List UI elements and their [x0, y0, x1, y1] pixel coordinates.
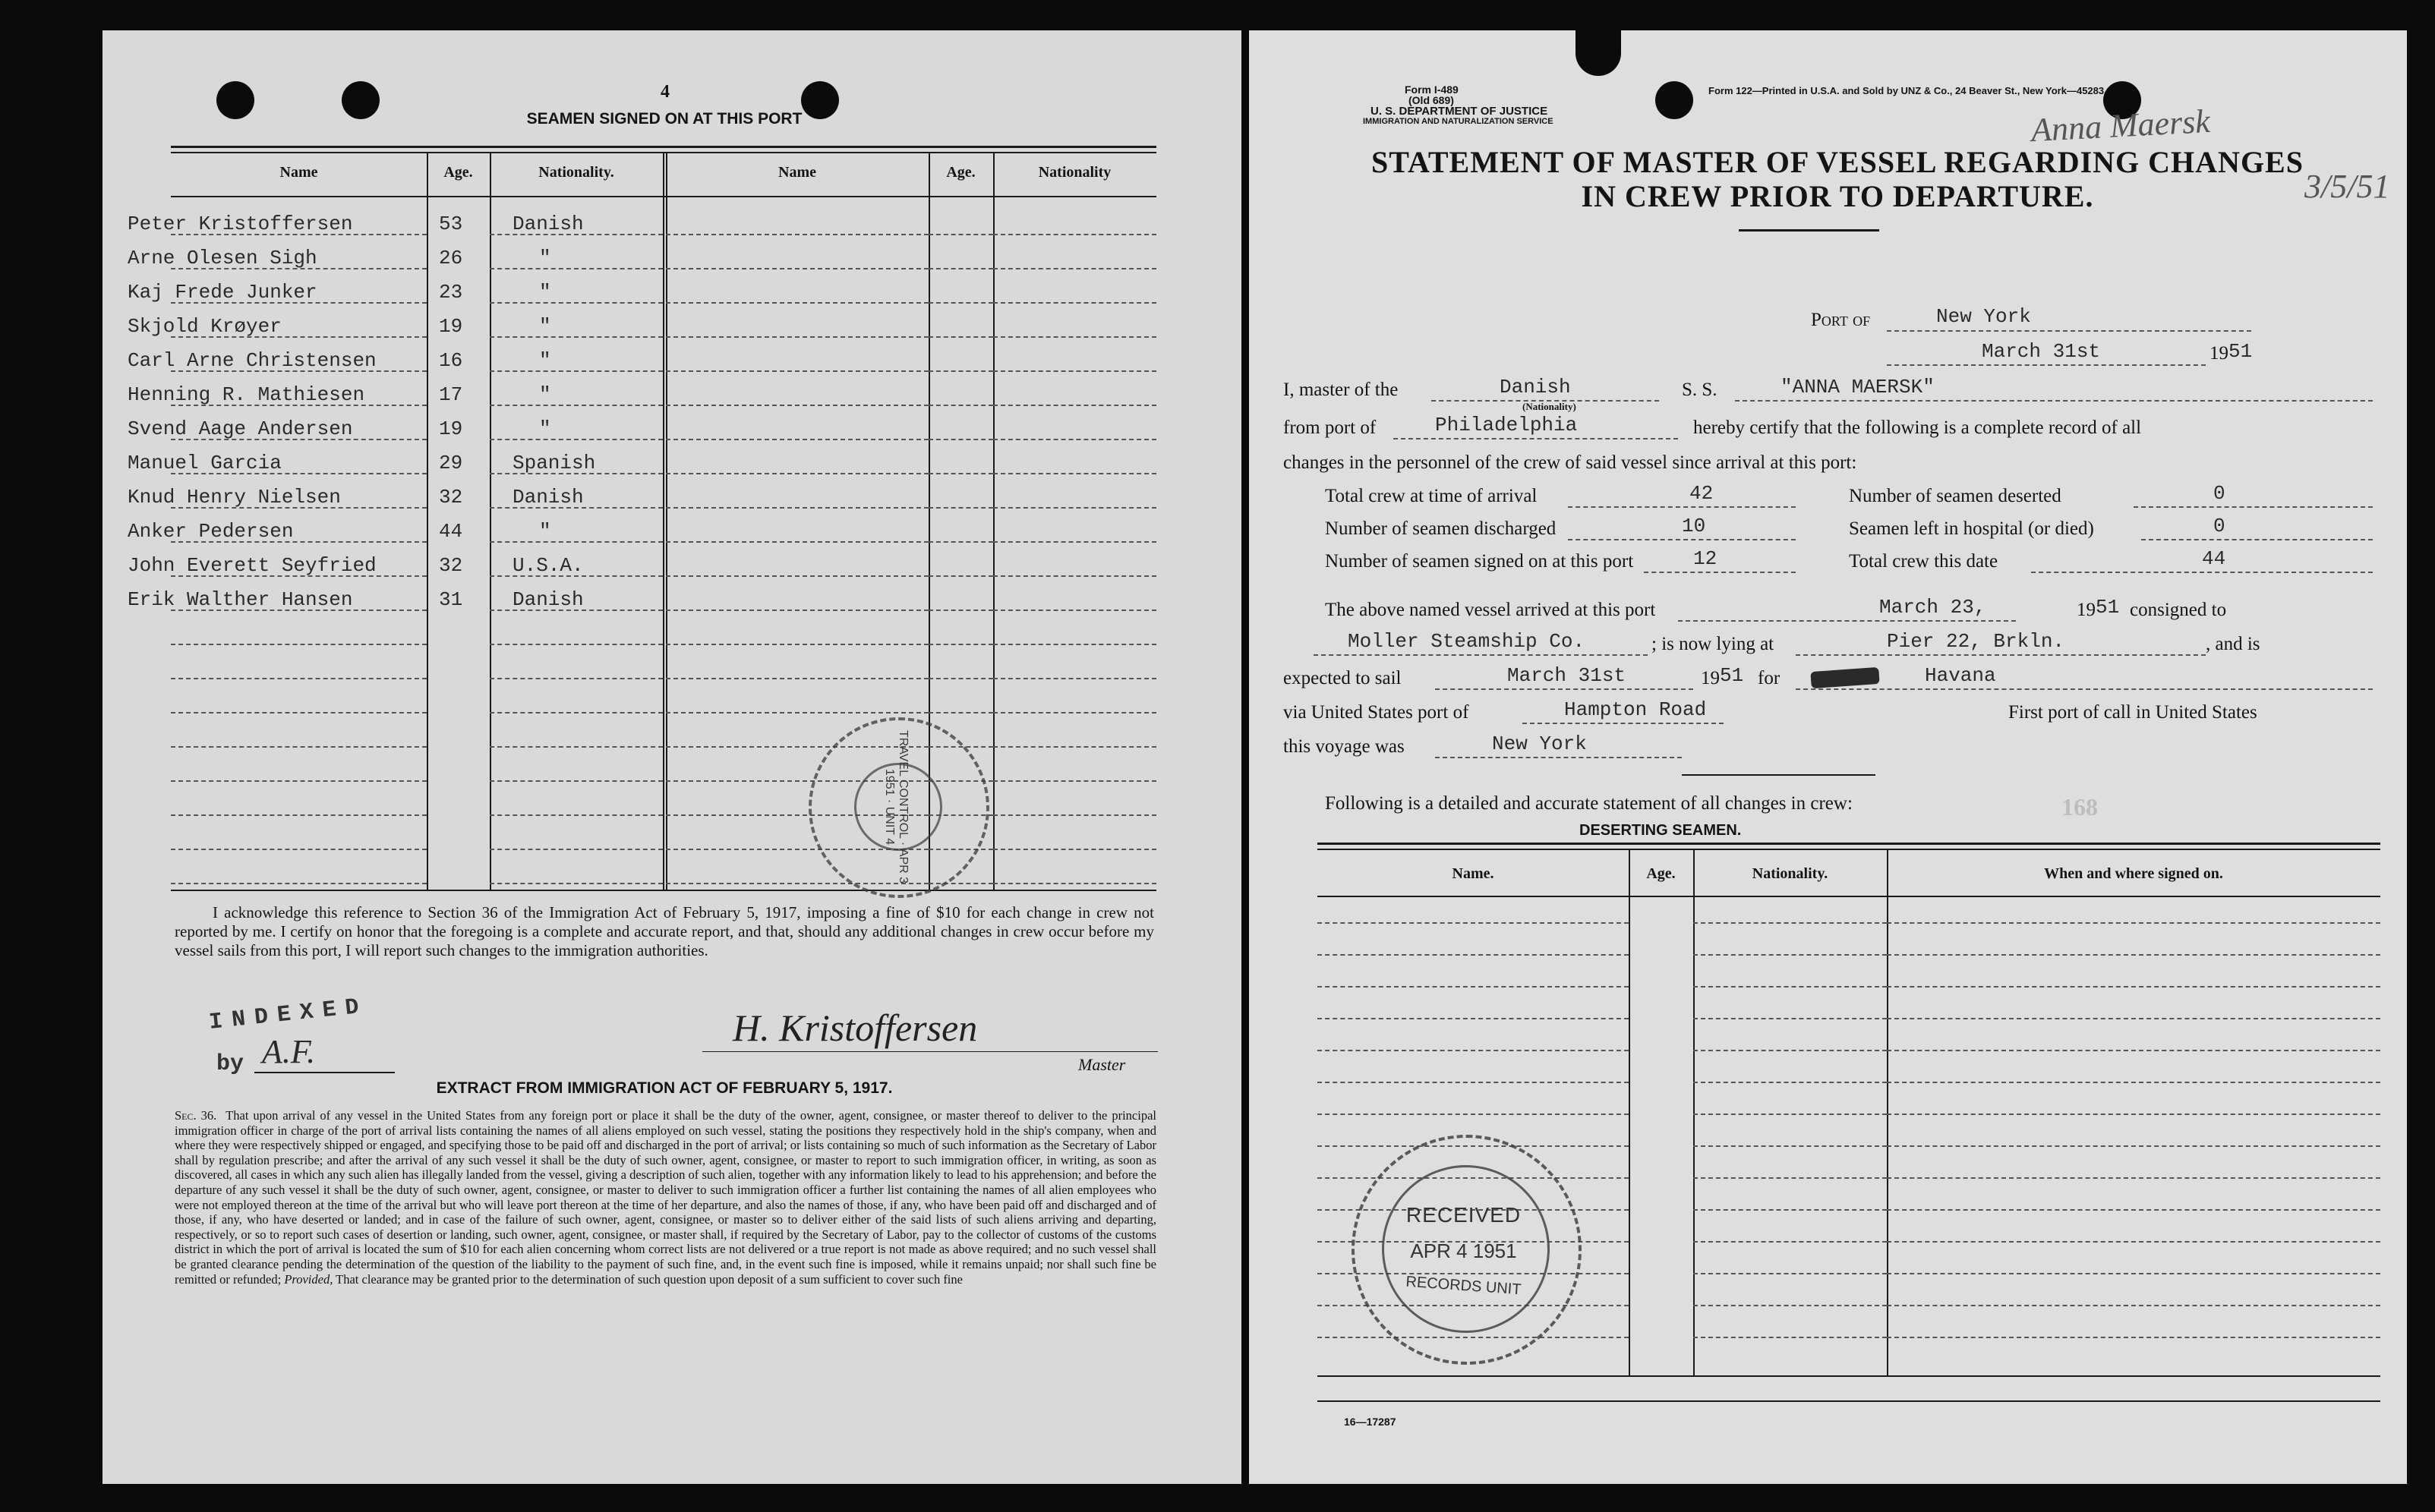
seaman-name: Henning R. Mathiesen [128, 383, 365, 406]
seaman-name: Erik Walther Hansen [128, 588, 353, 611]
punch-hole [216, 81, 254, 119]
table-row-line [490, 780, 663, 782]
seaman-age: 32 [439, 486, 463, 509]
table-row-line [666, 234, 929, 235]
table-row-line [1317, 954, 1629, 956]
service-name: IMMIGRATION AND NATURALIZATION SERVICE [1363, 117, 1553, 126]
arrived-label: The above named vessel arrived at this port [1325, 600, 1656, 620]
table-row-line [1693, 986, 1887, 988]
table-row-line [929, 405, 993, 406]
page-number: 4 [661, 82, 670, 102]
seaman-nationality: Danish [513, 213, 584, 235]
certify-text: hereby certify that the following is a complete record of all [1693, 417, 2142, 438]
header-nationality-2: Nationality [1038, 164, 1112, 181]
table-row-line [993, 541, 1156, 543]
extract-provided: Provided, [284, 1271, 333, 1287]
seaman-age: 31 [439, 588, 463, 611]
seaman-age: 29 [439, 452, 463, 474]
deserting-header-signed-on: When and where signed on. [2044, 865, 2223, 882]
seaman-nationality: " [539, 520, 551, 543]
table-row-line [490, 678, 663, 679]
handwritten-ship-note: Anna Maersk [2030, 102, 2211, 150]
from-port-label: from port of [1283, 417, 1377, 438]
seaman-age: 17 [439, 383, 463, 406]
seaman-age: 26 [439, 247, 463, 269]
signed-on-value: 12 [1693, 547, 1717, 570]
table-row-line [929, 234, 993, 235]
seaman-nationality: " [539, 417, 551, 440]
table-row-line [929, 336, 993, 338]
seaman-age: 44 [439, 520, 463, 543]
torn-edge [1575, 30, 1621, 76]
table-row-line [929, 370, 993, 372]
table-row-line [666, 575, 929, 577]
table-row-line [1693, 1241, 1887, 1243]
table-row-line [1317, 986, 1629, 988]
table-row-line [666, 541, 929, 543]
table-row-line [993, 610, 1156, 611]
table-row-line [1693, 1305, 1887, 1306]
nationality-caption: (Nationality) [1522, 401, 1576, 412]
table-row-line [993, 644, 1156, 645]
form-old-number: (Old 689) [1408, 94, 1454, 106]
acknowledgment-text: I acknowledge this reference to Section 36 of the Immigration Act of February 5, 1917, imposing a fine of $10 for each change in crew not reported by me. I certify on honor that the foregoing is a complete and accurate report, and that, should any additional changes in crew occur before my vessel sails from this port, I will report such changes to the immigration authorities. [175, 903, 1154, 959]
table-row-line [1887, 1018, 2380, 1019]
table-row-line [1693, 1082, 1887, 1083]
table-row-line [929, 678, 993, 679]
seaman-nationality: " [539, 247, 551, 269]
seaman-age: 53 [439, 213, 463, 235]
total-arrival-label: Total crew at time of arrival [1325, 486, 1538, 506]
faint-number: 168 [2061, 793, 2098, 821]
table-row-line [993, 814, 1156, 816]
table-row-line [666, 644, 929, 645]
table-row-line [666, 473, 929, 474]
table-row-line [1317, 1050, 1629, 1051]
indexed-by-label: by [216, 1051, 244, 1077]
extract-section: Sec. 36. [175, 1108, 217, 1123]
port-label: Port of [1811, 310, 1871, 330]
nationality-value: Danish [1500, 376, 1571, 398]
ss-label: S. S. [1682, 380, 1717, 400]
table-row-line [1887, 1114, 2380, 1115]
seaman-name: Peter Kristoffersen [128, 213, 353, 235]
table-row-line [993, 405, 1156, 406]
form-number: Form I-489 [1405, 83, 1459, 96]
master-label: Master [1078, 1055, 1126, 1074]
table-row-line [929, 575, 993, 577]
seaman-nationality: U.S.A. [513, 554, 584, 577]
table-row-line [993, 849, 1156, 850]
section-title: SEAMEN SIGNED ON AT THIS PORT [526, 110, 803, 128]
via-value: Hampton Road [1564, 698, 1707, 721]
extract-title: EXTRACT FROM IMMIGRATION ACT OF FEBRUARY 5, 1917. [436, 1079, 893, 1097]
header-nationality: Nationality. [538, 164, 614, 181]
table-row-line [171, 746, 427, 748]
punch-hole [1655, 81, 1693, 119]
total-date-label: Total crew this date [1849, 551, 1998, 572]
table-row-line [1317, 1082, 1629, 1083]
table-row-line [666, 439, 929, 440]
table-row-line [171, 883, 427, 884]
extract-text: That upon arrival of any vessel in the United States from any foreign port or place it shall be the duty of the owner, agent, consignee, or master thereof to deliver to the principal immigration officer in charge of the port of arrival lists containing the names of all aliens employed on such vessel, stating the positions they respectively hold in the ship's company, when and where they were respectively shipped or engaged, and specifying those to be paid off and discharged in the port of arrival; or lists containing so much of such information as the Secretary of Labor shall by regulation prescribe; and after the arrival of any such vessel it shall be the duty of such owner, agent, consignee, or master to report to such immigration officer, in writing, as soon as discovered, all cases in which any such alien has illegally landed from the vessel, giving a description of such alien, together with any information likely to lead to his apprehension; and before the departure of any such vessel it shall be the duty of such owner, agent, consignee, or master to deliver to such immigration officer a further list containing the names of all alien employees who were not employed thereon at the time of the arrival but who will leave port thereon at the time of her departure, and also the names of those, if any, who have been paid off and discharged and of those, if any, who have deserted or landed; and in case of the failure of such owner, agent, consignee, or master so to deliver either of the said lists of such aliens arriving and departing, respectively, or so to report such cases of desertion or landing, such owner, agent, consignee, or master shall, if required by the Secretary of Labor, pay to the collector of customs of the customs district in which the port of arrival is located the sum of $10 for each alien concerning whom correct lists are not delivered or a true report is not made as above required; and no such vessel shall be granted clearance pending the determination of the question of the liability to the payment of such fine, and, in the event such fine is imposed, while it remains unpaid; nor shall such fine be remitted or refunded; [175, 1108, 1156, 1287]
seaman-nationality: Danish [513, 486, 584, 509]
deserted-value: 0 [2213, 482, 2225, 505]
seaman-name: Skjold Krøyer [128, 315, 282, 338]
table-row-line [666, 268, 929, 269]
date-year-prefix: 19 [2209, 343, 2228, 364]
deserting-header-nationality: Nationality. [1752, 865, 1828, 882]
table-row-line [929, 473, 993, 474]
lying-label: ; is now lying at [1651, 634, 1774, 654]
table-row-line [1693, 1018, 1887, 1019]
table-row-line [490, 370, 663, 372]
table-row-line [490, 336, 663, 338]
seaman-nationality: Danish [513, 588, 584, 611]
header-age-2: Age. [946, 164, 976, 181]
table-row-line [171, 678, 427, 679]
travel-control-stamp-text: TRAVEL CONTROL · APR 3 1951 · UNIT 4 [883, 729, 910, 884]
table-row-line [490, 439, 663, 440]
table-row-line [1317, 922, 1629, 924]
table-row-line [1887, 922, 2380, 924]
table-row-line [1887, 954, 2380, 956]
received-stamp-title: RECEIVED [1405, 1203, 1522, 1227]
table-row-line [171, 849, 427, 850]
seaman-age: 19 [439, 417, 463, 440]
table-row-line [171, 814, 427, 816]
deserted-label: Number of seamen deserted [1849, 486, 2061, 506]
table-row-line [666, 610, 929, 611]
form-title-line2: IN CREW PRIOR TO DEPARTURE. [1581, 179, 2094, 213]
changes-text: changes in the personnel of the crew of said vessel since arrival at this port: [1283, 452, 1857, 473]
arrived-value: March 23, [1879, 596, 1986, 619]
expected-sail-value: March 31st [1507, 664, 1626, 687]
consigned-label: consigned to [2130, 600, 2227, 620]
left-page [103, 30, 1241, 1484]
master-signature: H. Kristoffersen [733, 1006, 978, 1049]
table-row-line [666, 712, 929, 713]
table-row-line [666, 302, 929, 304]
table-row-line [993, 370, 1156, 372]
table-row-line [1693, 1337, 1887, 1338]
for-label: for [1758, 668, 1781, 688]
table-row-line [1887, 1082, 2380, 1083]
table-row-line [666, 678, 929, 679]
deserting-header-name: Name. [1452, 865, 1494, 882]
table-row-line [490, 712, 663, 713]
table-row-line [490, 883, 663, 884]
date-value: March 31st [1982, 340, 2101, 363]
seaman-name: John Everett Seyfried [128, 554, 377, 577]
table-row-line [490, 268, 663, 269]
table-row-line [1317, 1114, 1629, 1115]
total-date-value: 44 [2202, 547, 2226, 570]
received-stamp-date: APR 4 1951 [1410, 1240, 1517, 1262]
table-row-line [1693, 1050, 1887, 1051]
table-row-line [993, 746, 1156, 748]
table-row-line [1693, 1273, 1887, 1274]
table-row-line [929, 610, 993, 611]
seaman-name: Knud Henry Nielsen [128, 486, 341, 509]
table-row-line [1693, 1145, 1887, 1147]
port-value: New York [1936, 305, 2031, 328]
hospital-value: 0 [2213, 515, 2225, 537]
table-row-line [1887, 1209, 2380, 1211]
consignee-value: Moller Steamship Co. [1348, 630, 1585, 653]
indexed-stamp: INDEXED [207, 994, 370, 1036]
deserting-seamen-title: DESERTING SEAMEN. [1579, 822, 1742, 839]
table-row-line [1693, 954, 1887, 956]
table-row-line [490, 849, 663, 850]
header-name-2: Name [778, 164, 816, 181]
following-text: Following is a detailed and accurate statement of all changes in crew: [1325, 793, 1853, 814]
table-row-line [1693, 1114, 1887, 1115]
and-is-label: , and is [2206, 634, 2260, 654]
from-port-value: Philadelphia [1435, 414, 1578, 436]
expected-year-prefix: 19 [1701, 668, 1720, 688]
ship-name-value: "ANNA MAERSK" [1781, 376, 1935, 398]
table-row-line [490, 814, 663, 816]
table-row-line [666, 405, 929, 406]
table-row-line [993, 780, 1156, 782]
destination-value: Havana [1925, 664, 1996, 687]
table-row-line [1693, 1177, 1887, 1179]
table-row-line [993, 302, 1156, 304]
deserting-header-age: Age. [1646, 865, 1676, 882]
table-row-line [929, 439, 993, 440]
table-row-line [1887, 1050, 2380, 1051]
table-row-line [1887, 1337, 2380, 1338]
table-row-line [1887, 1241, 2380, 1243]
table-row-line [171, 644, 427, 645]
table-row-line [993, 712, 1156, 713]
table-row-line [171, 780, 427, 782]
discharged-label: Number of seamen discharged [1325, 518, 1557, 539]
table-row-line [929, 712, 993, 713]
expected-year: 51 [1720, 664, 1744, 687]
table-row-line [490, 644, 663, 645]
voyage-label: this voyage was [1283, 736, 1405, 757]
header-age: Age. [443, 164, 473, 181]
received-stamp-unit: RECORDS UNIT [1405, 1273, 1522, 1299]
seaman-nationality: " [539, 281, 551, 304]
form-title-line1: STATEMENT OF MASTER OF VESSEL REGARDING CHANGES [1371, 145, 2304, 179]
table-row-line [1887, 1305, 2380, 1306]
seaman-nationality: " [539, 383, 551, 406]
table-row-line [993, 507, 1156, 509]
arrived-year: 51 [2096, 596, 2120, 619]
handwritten-date: 3/5/51 [2304, 168, 2390, 205]
hospital-label: Seamen left in hospital (or died) [1849, 518, 2094, 539]
table-row-line [993, 678, 1156, 679]
table-row-line [1887, 1145, 2380, 1147]
seaman-age: 16 [439, 349, 463, 372]
table-row-line [171, 712, 427, 713]
seaman-nationality: " [539, 315, 551, 338]
right-page [1249, 30, 2407, 1484]
footer-code: 16—17287 [1344, 1416, 1396, 1428]
seaman-name: Carl Arne Christensen [128, 349, 377, 372]
table-row-line [993, 883, 1156, 884]
redaction-mark [1810, 667, 1879, 688]
seaman-age: 23 [439, 281, 463, 304]
date-year: 51 [2228, 340, 2253, 363]
printer-note: Form 122—Printed in U.S.A. and Sold by UNZ & Co., 24 Beaver St., New York—45283 [1708, 85, 2105, 96]
table-row-line [929, 268, 993, 269]
seaman-nationality: Spanish [513, 452, 596, 474]
department-name: U. S. DEPARTMENT OF JUSTICE [1370, 105, 1548, 118]
seaman-name: Svend Aage Andersen [128, 417, 353, 440]
table-row-line [993, 234, 1156, 235]
seaman-name: Manuel Garcia [128, 452, 282, 474]
table-row-line [929, 541, 993, 543]
table-row-line [490, 746, 663, 748]
seaman-name: Arne Olesen Sigh [128, 247, 317, 269]
master-of-label: I, master of the [1283, 380, 1399, 400]
voyage-value: New York [1492, 732, 1587, 755]
table-row-line [993, 336, 1156, 338]
table-row-line [993, 439, 1156, 440]
header-name: Name [279, 164, 318, 181]
indexed-initials: A.F. [262, 1033, 316, 1070]
table-row-line [1693, 922, 1887, 924]
table-row-line [1317, 1018, 1629, 1019]
lying-value: Pier 22, Brkln. [1887, 630, 2065, 653]
table-row-line [1887, 1273, 2380, 1274]
signed-on-label: Number of seamen signed on at this port [1325, 551, 1634, 572]
table-row-line [666, 336, 929, 338]
extract-body [175, 1108, 1156, 1287]
table-row-line [666, 507, 929, 509]
table-row-line [993, 473, 1156, 474]
table-row-line [1887, 986, 2380, 988]
discharged-value: 10 [1682, 515, 1706, 537]
table-row-line [993, 268, 1156, 269]
table-row-line [929, 507, 993, 509]
seaman-age: 19 [439, 315, 463, 338]
table-row-line [929, 644, 993, 645]
seaman-nationality: " [539, 349, 551, 372]
via-label: via United States port of [1283, 702, 1469, 723]
table-row-line [1887, 1177, 2380, 1179]
seaman-name: Kaj Frede Junker [128, 281, 317, 304]
punch-hole [342, 81, 380, 119]
first-port-label: First port of call in United States [2008, 702, 2257, 723]
arrived-year-prefix: 19 [2077, 600, 2096, 620]
expected-sail-label: expected to sail [1283, 668, 1402, 688]
seaman-name: Anker Pedersen [128, 520, 294, 543]
table-row-line [993, 575, 1156, 577]
table-row-line [490, 302, 663, 304]
table-row-line [490, 405, 663, 406]
extract-tail: That clearance may be granted prior to the determination of such question upon deposit of a sum sufficient to cover such fine [336, 1271, 963, 1287]
table-row-line [490, 541, 663, 543]
table-row-line [666, 370, 929, 372]
table-row-line [1693, 1209, 1887, 1211]
table-row-line [929, 302, 993, 304]
seaman-age: 32 [439, 554, 463, 577]
total-arrival-value: 42 [1689, 482, 1714, 505]
